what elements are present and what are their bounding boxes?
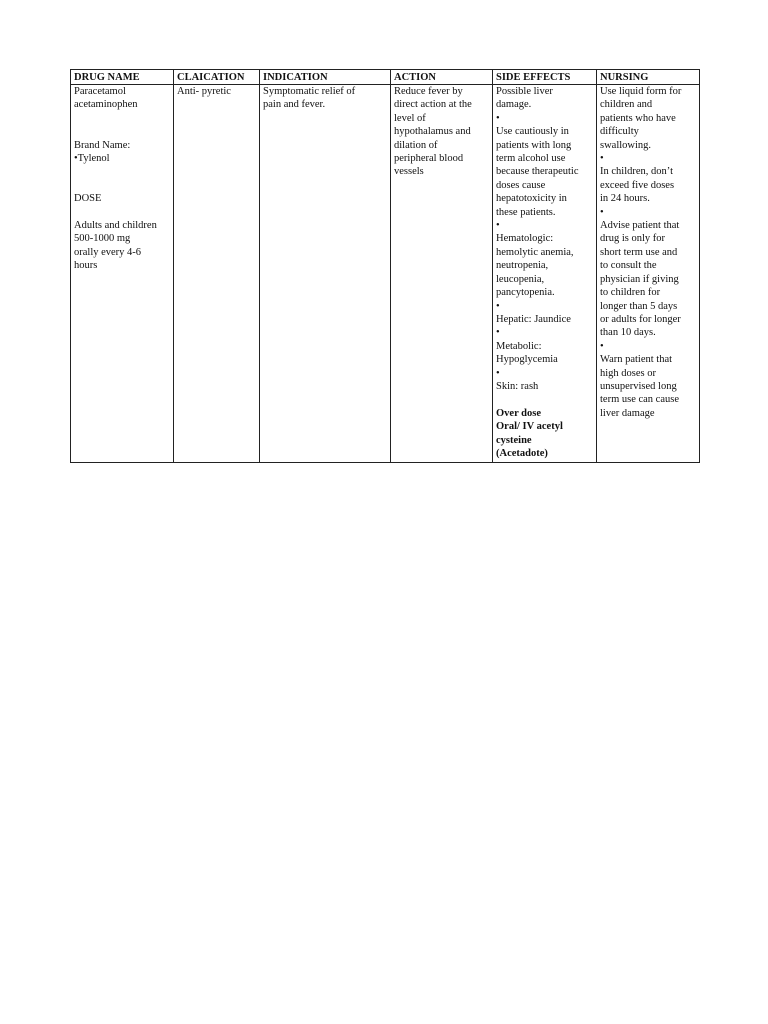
action-line: Reduce fever by (394, 86, 463, 97)
action-line: dilation of (394, 139, 438, 151)
side-effect-line: these patients. (496, 206, 556, 218)
nursing-line: swallowing. (600, 139, 652, 151)
nursing-line: in 24 hours. (600, 193, 650, 205)
side-effect-line: Hematologic: (496, 233, 554, 245)
cell-nursing (597, 85, 700, 463)
cell-side-effects (493, 85, 597, 463)
side-effect-line: Use cautiously in (496, 126, 569, 138)
dose-line: orally every 4-6 (74, 246, 142, 258)
nursing-line: exceed five doses (600, 179, 675, 191)
side-effect-line: hemolytic anemia, (496, 246, 574, 258)
side-effect-line: Skin: rash (496, 380, 539, 392)
action-line: vessels (394, 166, 424, 178)
indication-line: Symptomatic relief of (263, 86, 356, 97)
side-effect-line: neutropenia, (496, 260, 549, 272)
action-line: peripheral blood (394, 153, 464, 165)
overdose-line: (Acetadote) (496, 447, 548, 459)
brand-name-label: Brand Name: (74, 139, 131, 151)
nursing-line: difficulty (600, 126, 639, 138)
side-effect-line: Hepatic: Jaundice (496, 313, 571, 325)
indication-line: pain and fever. (263, 99, 326, 111)
bullet-marker: • (600, 153, 604, 165)
nursing-line: to consult the (600, 260, 657, 272)
header-drug-name: DRUG NAME (71, 70, 174, 85)
dose-line: hours (74, 260, 98, 272)
nursing-line: drug is only for (600, 233, 666, 245)
cell-classification (174, 85, 260, 463)
nursing-line: high doses or (600, 367, 656, 379)
classification-text: Anti- pyretic (177, 86, 231, 97)
side-effect-line: doses cause (496, 179, 546, 191)
side-effect-line: pancytopenia. (496, 287, 555, 299)
nursing-line: than 10 days. (600, 327, 656, 339)
side-effect-line: damage. (496, 99, 532, 111)
cell-drug-name (71, 85, 174, 463)
dose-line: 500-1000 mg (74, 233, 131, 245)
nursing-line: Warn patient that (600, 354, 673, 366)
nursing-line: to children for (600, 287, 661, 299)
side-effect-line: Metabolic: (496, 340, 542, 352)
header-indication: INDICATION (260, 70, 391, 85)
nursing-line: longer than 5 days (600, 300, 678, 312)
nursing-line: patients who have (600, 112, 676, 124)
overdose-heading: Over dose (496, 407, 542, 419)
bullet-marker: • (496, 220, 500, 232)
bullet-marker: • (496, 367, 500, 379)
side-effect-line: patients with long (496, 139, 572, 151)
nursing-line: liver damage (600, 407, 655, 419)
side-effect-line: leucopenia, (496, 273, 545, 285)
nursing-line: Advise patient that (600, 220, 680, 232)
brand-name: •Tylenol (74, 153, 110, 164)
header-side-effects: SIDE EFFECTS (493, 70, 597, 85)
drug-info-table (70, 69, 700, 463)
cell-action (391, 85, 493, 463)
side-effect-line: hepatotoxicity in (496, 193, 567, 205)
nursing-line: short term use and (600, 246, 678, 258)
nursing-line: In children, don’t (600, 166, 673, 178)
table-header-row (71, 70, 700, 85)
side-effect-line: Hypoglycemia (496, 354, 558, 366)
bullet-marker: • (600, 340, 604, 352)
nursing-line: children and (600, 99, 653, 111)
side-effect-line: term alcohol use (496, 153, 566, 165)
table-row (71, 85, 700, 463)
header-nursing: NURSING (597, 70, 700, 85)
action-line: direct action at the (394, 99, 472, 111)
dose-label: DOSE (74, 193, 102, 205)
bullet-marker: • (496, 300, 500, 312)
cell-indication (260, 85, 391, 463)
overdose-line: Oral/ IV acetyl (496, 421, 563, 433)
action-line: hypothalamus and (394, 126, 471, 138)
generic-name-line: Paracetamol (74, 86, 126, 97)
generic-name-line: acetaminophen (74, 99, 138, 111)
bullet-marker: • (600, 206, 604, 218)
nursing-line: physician if giving (600, 273, 679, 285)
overdose-line: cysteine (496, 434, 532, 446)
action-line: level of (394, 112, 426, 124)
bullet-marker: • (496, 327, 500, 339)
nursing-line: or adults for longer (600, 313, 681, 325)
bullet-marker: • (496, 112, 500, 124)
nursing-line: unsupervised long (600, 380, 677, 392)
nursing-line: Use liquid form for (600, 86, 682, 97)
header-classification: CLAICATION (174, 70, 260, 85)
header-action: ACTION (391, 70, 493, 85)
nursing-line: term use can cause (600, 394, 680, 406)
dose-line: Adults and children (74, 219, 157, 231)
side-effect-line: Possible liver (496, 86, 553, 97)
side-effect-line: because therapeutic (496, 166, 579, 178)
